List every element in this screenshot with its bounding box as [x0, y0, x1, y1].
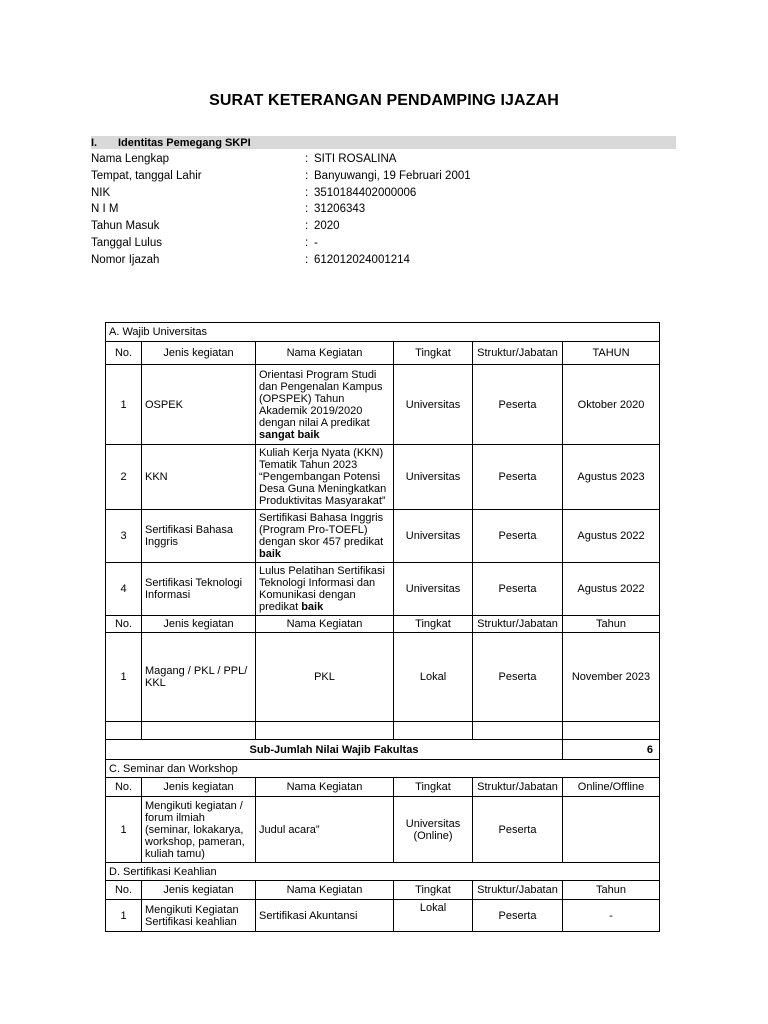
cell-jabatan: Peserta	[473, 797, 563, 863]
cell-jenis: Sertifikasi Bahasa Inggris	[142, 510, 256, 563]
section-a-title: A. Wajib Universitas	[106, 323, 660, 342]
cell-nama	[256, 563, 394, 616]
header-cell: Tahun	[563, 881, 660, 900]
identity-row-nim	[91, 201, 651, 218]
identity-row-diploma-number	[91, 252, 651, 269]
cell-tingkat: Universitas	[394, 510, 473, 563]
cell-no: 1	[106, 365, 142, 445]
identity-colon: :	[305, 153, 309, 165]
cell-jabatan: Peserta	[473, 365, 563, 445]
header-cell: Tahun	[563, 616, 660, 633]
identity-label: Tahun Masuk	[91, 220, 160, 233]
header-cell: Tingkat	[394, 616, 473, 633]
identity-row-name	[91, 151, 651, 168]
header-cell: No.	[106, 881, 142, 900]
cell-jenis: Sertifikasi Teknologi Informasi	[142, 563, 256, 616]
cell-tahun: Agustus 2023	[563, 445, 660, 510]
cell-no: 2	[106, 445, 142, 510]
cell-tingkat: Lokal	[394, 633, 473, 722]
cell-jenis: Magang / PKL / PPL/ KKL	[142, 633, 256, 722]
header-cell: Jenis kegiatan	[142, 616, 256, 633]
cell-jabatan: Peserta	[473, 510, 563, 563]
cell-nama-text: Orientasi Program Studi dan Pengenalan Kampus (OPSPEK) Tahun Akademik 2019/2020 dengan nilai A predikat	[259, 368, 383, 429]
header-cell: TAHUN	[563, 342, 660, 365]
identity-colon: :	[305, 253, 309, 266]
cell-nama: Judul acara”	[256, 797, 394, 863]
cell-nama: PKL	[256, 633, 394, 722]
section-c-title: C. Seminar dan Workshop	[106, 760, 660, 778]
cell-no: 1	[106, 797, 142, 863]
header-cell: Online/Offline	[563, 778, 660, 797]
header-cell: Tingkat	[394, 778, 473, 797]
cell-tingkat: Lokal	[394, 900, 473, 932]
cell-nama-predicate: baik	[301, 601, 324, 613]
header-row-a	[106, 342, 660, 365]
section-number: I.	[91, 137, 98, 149]
identity-label: Tempat, tanggal Lahir	[91, 169, 202, 182]
identity-row-nik	[91, 185, 651, 202]
empty-cell	[256, 722, 394, 740]
header-cell: No.	[106, 342, 142, 365]
empty-cell	[394, 722, 473, 740]
header-cell: Struktur/Jabatan	[473, 881, 563, 900]
identity-label: Nama Lengkap	[91, 153, 169, 165]
table-row	[106, 563, 660, 616]
identity-value: 31206343	[314, 203, 366, 216]
table-row	[106, 633, 660, 722]
cell-nama-text: Lulus Pelatihan Sertifikasi Teknologi Informasi dan Komunikasi dengan predikat	[259, 565, 385, 613]
cell-tingkat: Universitas	[394, 563, 473, 616]
cell-nama: Sertifikasi Akuntansi	[256, 900, 394, 932]
cell-nama-predicate: sangat baik	[259, 428, 320, 441]
cell-jenis: OSPEK	[142, 365, 256, 445]
identity-colon: :	[305, 186, 309, 199]
header-cell: Jenis kegiatan	[142, 778, 256, 797]
cell-tahun	[563, 797, 660, 863]
section-c-row	[106, 760, 660, 778]
identity-colon: :	[305, 203, 309, 216]
cell-jabatan: Peserta	[473, 445, 563, 510]
cell-tingkat: Universitas (Online)	[394, 797, 473, 863]
cell-nama	[256, 365, 394, 445]
identity-colon: :	[305, 236, 309, 249]
identity-value: 2020	[314, 220, 340, 233]
section-d-row	[106, 863, 660, 881]
section-title: Identitas Pemegang SKPI	[118, 137, 251, 149]
header-cell: Tingkat	[394, 342, 473, 365]
document-title: SURAT KETERANGAN PENDAMPING IJAZAH	[209, 92, 559, 109]
cell-nama-predicate: baik	[259, 548, 282, 560]
header-cell: Struktur/Jabatan	[473, 778, 563, 797]
table-row	[106, 365, 660, 445]
header-cell: Jenis kegiatan	[142, 881, 256, 900]
cell-tingkat: Universitas	[394, 365, 473, 445]
section-a-row	[106, 323, 660, 342]
cell-jabatan: Peserta	[473, 900, 563, 932]
cell-tahun: Oktober 2020	[563, 365, 660, 445]
identity-value: Banyuwangi, 19 Februari 2001	[314, 169, 471, 182]
header-row-b	[106, 616, 660, 633]
identity-label: NIK	[91, 186, 111, 199]
cell-tahun: Agustus 2022	[563, 510, 660, 563]
cell-jenis: KKN	[142, 445, 256, 510]
cell-no: 3	[106, 510, 142, 563]
subtotal-row	[106, 740, 660, 760]
identity-label: N I M	[91, 203, 119, 216]
empty-row	[106, 722, 660, 740]
identity-value: 612012024001214	[314, 253, 410, 266]
empty-cell	[473, 722, 563, 740]
header-cell: No.	[106, 778, 142, 797]
table-row	[106, 510, 660, 563]
cell-no: 4	[106, 563, 142, 616]
header-cell: Struktur/Jabatan	[473, 616, 563, 633]
cell-jenis: Mengikuti Kegiatan Sertifikasi keahlian	[142, 900, 256, 932]
header-cell: Nama Kegiatan	[256, 881, 394, 900]
table-row	[106, 445, 660, 510]
cell-nama: Kuliah Kerja Nyata (KKN) Tematik Tahun 2023 “Pengembangan Potensi Desa Guna Meningkatkan Produktivitas Masyarakat”	[256, 445, 394, 510]
table-row	[106, 900, 660, 932]
identity-label: Tanggal Lulus	[91, 236, 162, 249]
cell-tahun: November 2023	[563, 633, 660, 722]
cell-jabatan: Peserta	[473, 563, 563, 616]
cell-jabatan: Peserta	[473, 633, 563, 722]
identity-row-entry-year	[91, 218, 651, 235]
cell-tahun: Agustus 2022	[563, 563, 660, 616]
empty-cell	[563, 722, 660, 740]
header-cell: No.	[106, 616, 142, 633]
header-cell: Nama Kegiatan	[256, 342, 394, 365]
cell-jenis: Mengikuti kegiatan / forum ilmiah (seminar, lokakarya, workshop, pameran, kuliah tamu)	[142, 797, 256, 863]
header-cell: Struktur/Jabatan	[473, 342, 563, 365]
cell-tahun: -	[563, 900, 660, 932]
identity-value: 3510184402000006	[314, 186, 417, 199]
cell-no: 1	[106, 633, 142, 722]
subtotal-value: 6	[563, 740, 660, 760]
identity-value: SITI ROSALINA	[314, 153, 397, 165]
cell-nama-text: Sertifikasi Bahasa Inggris (Program Pro-TOEFL) dengan skor 457 predikat	[259, 512, 384, 548]
section-identity-header	[91, 136, 676, 149]
cell-no: 1	[106, 900, 142, 932]
subtotal-label: Sub-Jumlah Nilai Wajib Fakultas	[106, 740, 563, 760]
header-row-d	[106, 881, 660, 900]
identity-row-graduation	[91, 235, 651, 252]
header-cell: Tingkat	[394, 881, 473, 900]
header-cell: Jenis kegiatan	[142, 342, 256, 365]
empty-cell	[106, 722, 142, 740]
identity-list	[91, 151, 651, 269]
identity-value: -	[314, 236, 318, 249]
header-cell: Nama Kegiatan	[256, 616, 394, 633]
identity-label: Nomor Ijazah	[91, 253, 160, 266]
identity-colon: :	[305, 169, 309, 182]
header-cell: Nama Kegiatan	[256, 778, 394, 797]
header-row-c	[106, 778, 660, 797]
section-d-title: D. Sertifikasi Keahlian	[106, 863, 660, 881]
table-row	[106, 797, 660, 863]
identity-row-birth	[91, 168, 651, 185]
activities-table	[105, 322, 660, 932]
cell-nama	[256, 510, 394, 563]
identity-colon: :	[305, 220, 309, 233]
cell-tingkat: Universitas	[394, 445, 473, 510]
empty-cell	[142, 722, 256, 740]
